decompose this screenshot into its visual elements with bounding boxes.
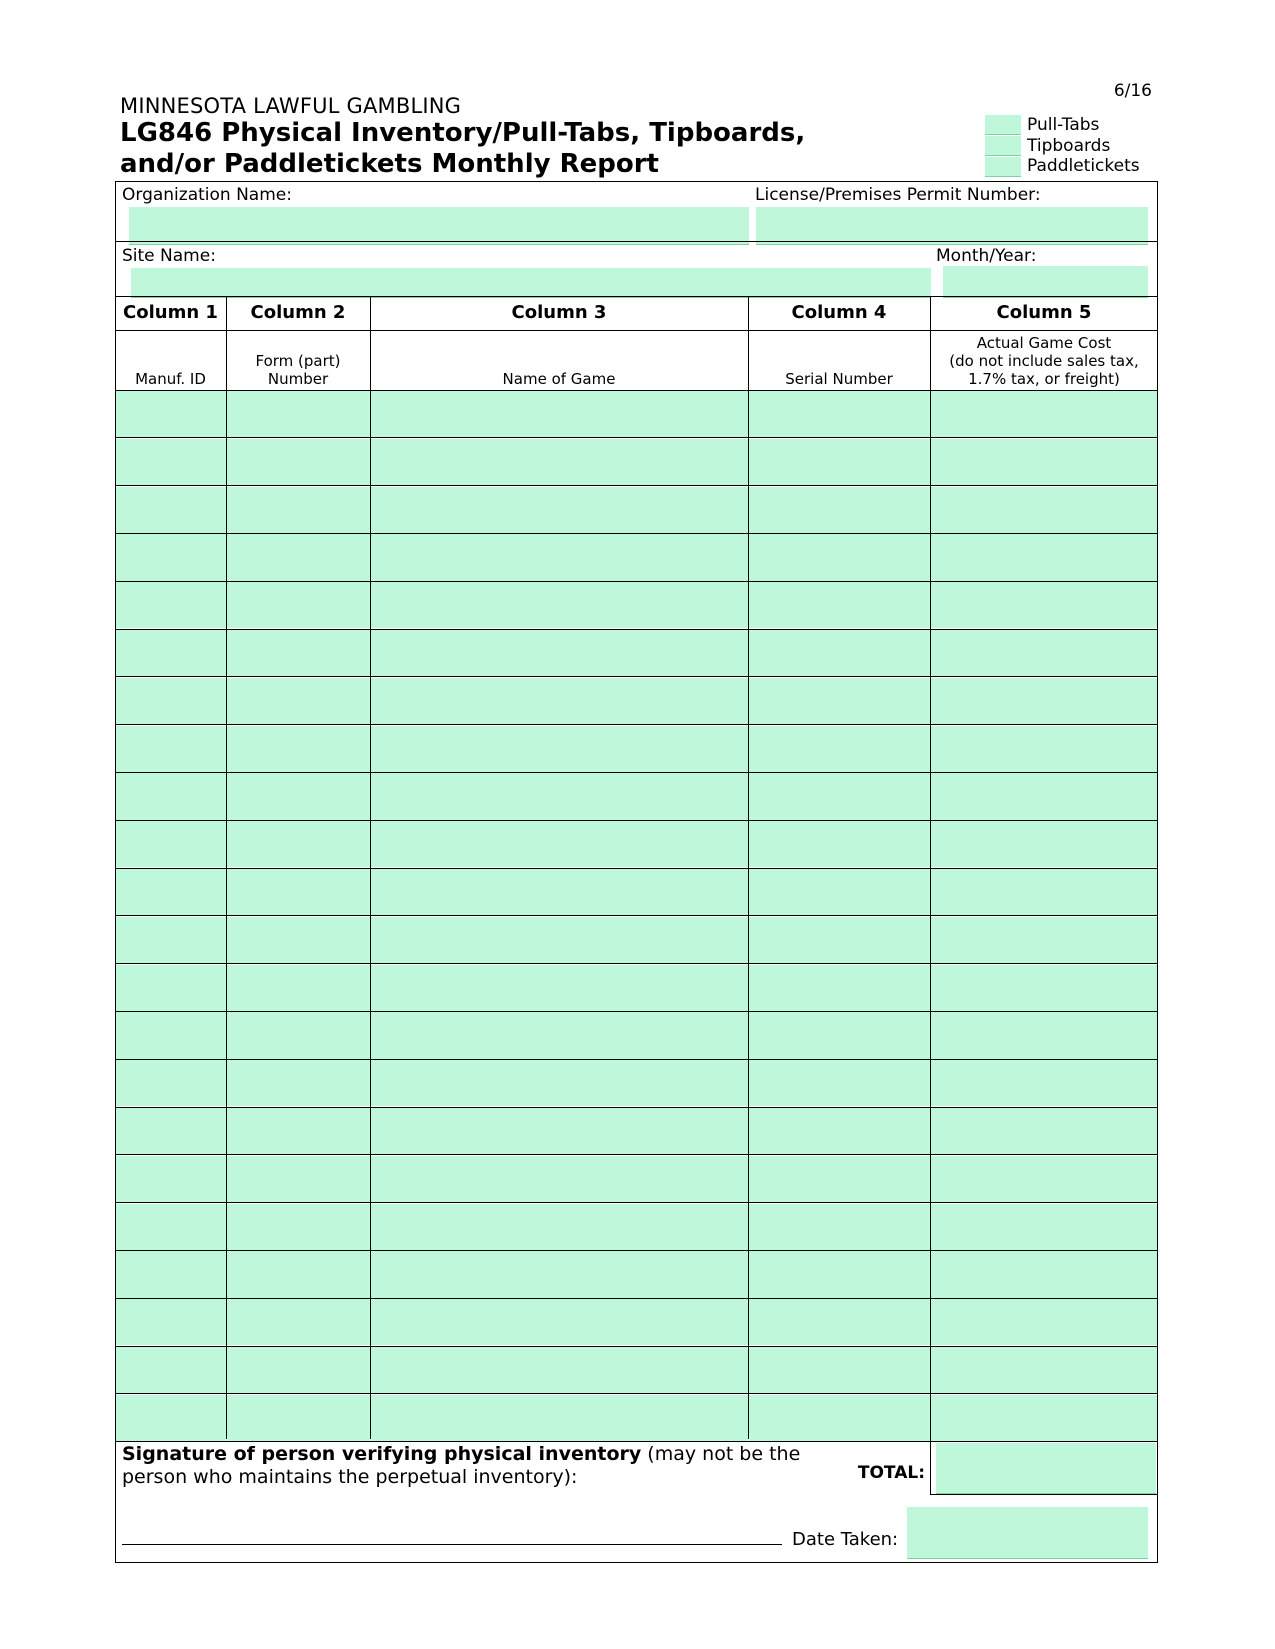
pull-tabs-checkbox[interactable]	[985, 115, 1021, 135]
form-number-cell[interactable]	[227, 534, 370, 580]
form-title-line1: LG846 Physical Inventory/Pull-Tabs, Tipboards,	[120, 118, 806, 148]
signature-instructions-bold: Signature of person verifying physical inventory	[122, 1443, 642, 1465]
divider	[115, 330, 1158, 331]
serial-number-cell[interactable]	[749, 439, 930, 485]
game-name-cell[interactable]	[371, 726, 748, 772]
game-cost-cell[interactable]	[931, 726, 1157, 772]
game-name-cell[interactable]	[371, 1251, 748, 1297]
signature-instructions-rest: (may not be the person who maintains the perpetual inventory):	[122, 1443, 801, 1488]
manuf-id-cell[interactable]	[116, 487, 226, 533]
manuf-id-cell[interactable]	[116, 1108, 226, 1154]
form-number-cell[interactable]	[227, 1299, 370, 1345]
form-number-cell[interactable]	[227, 1012, 370, 1058]
form-number-cell[interactable]	[227, 821, 370, 867]
column-5-description: Actual Game Cost (do not include sales tax, 1.7% tax, or freight)	[949, 334, 1139, 388]
serial-number-cell[interactable]	[749, 391, 930, 437]
form-number-cell[interactable]	[227, 1347, 370, 1393]
serial-number-cell[interactable]	[749, 917, 930, 963]
manuf-id-cell[interactable]	[116, 1060, 226, 1106]
form-number-cell[interactable]	[227, 1060, 370, 1106]
form-number-cell[interactable]	[227, 1156, 370, 1202]
game-name-cell[interactable]	[371, 1299, 748, 1345]
game-name-cell[interactable]	[371, 1012, 748, 1058]
serial-number-cell[interactable]	[749, 1012, 930, 1058]
divider	[115, 296, 1158, 297]
serial-number-cell[interactable]	[749, 582, 930, 628]
manuf-id-cell[interactable]	[116, 391, 226, 437]
serial-number-cell[interactable]	[749, 1299, 930, 1345]
game-cost-cell[interactable]	[931, 487, 1157, 533]
column-divider	[370, 296, 371, 1439]
game-name-cell[interactable]	[371, 487, 748, 533]
column-divider	[748, 296, 749, 1439]
license-number-field[interactable]	[756, 207, 1148, 245]
game-cost-cell[interactable]	[931, 630, 1157, 676]
form-number-cell[interactable]	[227, 487, 370, 533]
manuf-id-cell[interactable]	[116, 965, 226, 1011]
serial-number-cell[interactable]	[749, 1156, 930, 1202]
agency-header: MINNESOTA LAWFUL GAMBLING	[120, 94, 462, 118]
serial-number-cell[interactable]	[749, 534, 930, 580]
serial-number-cell[interactable]	[749, 1395, 930, 1441]
game-cost-cell[interactable]	[931, 869, 1157, 915]
form-number-cell[interactable]	[227, 1251, 370, 1297]
game-name-cell[interactable]	[371, 917, 748, 963]
signature-line[interactable]	[122, 1544, 782, 1545]
manuf-id-cell[interactable]	[116, 1204, 226, 1250]
manuf-id-cell[interactable]	[116, 869, 226, 915]
site-name-field[interactable]	[131, 268, 931, 298]
serial-number-cell[interactable]	[749, 1060, 930, 1106]
game-cost-cell[interactable]	[931, 1204, 1157, 1250]
form-number-cell[interactable]	[227, 1204, 370, 1250]
game-cost-cell[interactable]	[931, 1395, 1157, 1441]
game-cost-cell[interactable]	[931, 821, 1157, 867]
manuf-id-cell[interactable]	[116, 917, 226, 963]
column-1-description: Manuf. ID	[135, 370, 206, 388]
game-cost-cell[interactable]	[931, 965, 1157, 1011]
column-divider	[226, 296, 227, 1439]
manuf-id-cell[interactable]	[116, 1156, 226, 1202]
column-3-heading: Column 3	[511, 302, 607, 323]
form-title	[120, 118, 880, 180]
serial-number-cell[interactable]	[749, 678, 930, 724]
manuf-id-cell[interactable]	[116, 726, 226, 772]
total-label: TOTAL:	[857, 1463, 925, 1483]
form-number-cell[interactable]	[227, 917, 370, 963]
license-number-label: License/Premises Permit Number:	[755, 185, 1041, 205]
manuf-id-cell[interactable]	[116, 1347, 226, 1393]
serial-number-cell[interactable]	[749, 773, 930, 819]
month-year-label: Month/Year:	[936, 246, 1037, 266]
game-cost-cell[interactable]	[931, 582, 1157, 628]
serial-number-cell[interactable]	[749, 1204, 930, 1250]
date-taken-label: Date Taken:	[792, 1529, 899, 1550]
form-number-cell[interactable]	[227, 869, 370, 915]
form-revision: 6/16	[1113, 81, 1152, 101]
paddletickets-checkbox[interactable]	[985, 157, 1021, 177]
paddletickets-label: Paddletickets	[1027, 156, 1140, 176]
manuf-id-cell[interactable]	[116, 582, 226, 628]
total-field[interactable]	[936, 1443, 1156, 1494]
form-number-cell[interactable]	[227, 726, 370, 772]
manuf-id-cell[interactable]	[116, 630, 226, 676]
serial-number-cell[interactable]	[749, 869, 930, 915]
game-name-cell[interactable]	[371, 821, 748, 867]
game-name-cell[interactable]	[371, 1060, 748, 1106]
manuf-id-cell[interactable]	[116, 1299, 226, 1345]
form-number-cell[interactable]	[227, 773, 370, 819]
game-name-cell[interactable]	[371, 1108, 748, 1154]
column-2-heading: Column 2	[250, 302, 346, 323]
row-divider	[115, 1441, 1158, 1442]
tipboards-label: Tipboards	[1027, 136, 1111, 156]
game-name-cell[interactable]	[371, 965, 748, 1011]
game-cost-cell[interactable]	[931, 1060, 1157, 1106]
form-title-line2: and/or Paddletickets Monthly Report	[120, 149, 659, 179]
signature-instructions	[122, 1443, 822, 1489]
column-4-heading: Column 4	[791, 302, 887, 323]
game-cost-cell[interactable]	[931, 1347, 1157, 1393]
serial-number-cell[interactable]	[749, 821, 930, 867]
column-5-heading: Column 5	[996, 302, 1092, 323]
serial-number-cell[interactable]	[749, 726, 930, 772]
serial-number-cell[interactable]	[749, 965, 930, 1011]
manuf-id-cell[interactable]	[116, 534, 226, 580]
game-cost-cell[interactable]	[931, 439, 1157, 485]
game-name-cell[interactable]	[371, 678, 748, 724]
game-name-cell[interactable]	[371, 582, 748, 628]
divider	[115, 241, 1158, 242]
game-name-cell[interactable]	[371, 1395, 748, 1441]
column-divider	[930, 296, 931, 1494]
pull-tabs-label: Pull-Tabs	[1027, 115, 1100, 135]
game-name-cell[interactable]	[371, 630, 748, 676]
manuf-id-cell[interactable]	[116, 773, 226, 819]
game-name-cell[interactable]	[371, 1347, 748, 1393]
organization-name-field[interactable]	[129, 207, 749, 245]
game-name-cell[interactable]	[371, 869, 748, 915]
game-cost-cell[interactable]	[931, 1299, 1157, 1345]
tipboards-checkbox[interactable]	[985, 136, 1021, 156]
form-number-cell[interactable]	[227, 582, 370, 628]
divider	[930, 1494, 1158, 1495]
column-1-heading: Column 1	[123, 302, 218, 323]
month-year-field[interactable]	[943, 266, 1148, 298]
form-number-cell[interactable]	[227, 678, 370, 724]
column-3-description: Name of Game	[502, 370, 616, 388]
game-cost-cell[interactable]	[931, 1108, 1157, 1154]
form-number-cell[interactable]	[227, 630, 370, 676]
game-cost-cell[interactable]	[931, 391, 1157, 437]
column-2-description: Form (part) Number	[255, 352, 341, 388]
form-number-cell[interactable]	[227, 1395, 370, 1441]
serial-number-cell[interactable]	[749, 487, 930, 533]
game-cost-cell[interactable]	[931, 917, 1157, 963]
game-name-cell[interactable]	[371, 1156, 748, 1202]
serial-number-cell[interactable]	[749, 630, 930, 676]
game-cost-cell[interactable]	[931, 534, 1157, 580]
game-name-cell[interactable]	[371, 439, 748, 485]
game-name-cell[interactable]	[371, 391, 748, 437]
manuf-id-cell[interactable]	[116, 439, 226, 485]
game-name-cell[interactable]	[371, 1204, 748, 1250]
site-name-label: Site Name:	[122, 246, 216, 266]
game-name-cell[interactable]	[371, 773, 748, 819]
game-cost-cell[interactable]	[931, 678, 1157, 724]
form-number-cell[interactable]	[227, 965, 370, 1011]
organization-name-label: Organization Name:	[122, 185, 292, 205]
manuf-id-cell[interactable]	[116, 1012, 226, 1058]
form-number-cell[interactable]	[227, 1108, 370, 1154]
serial-number-cell[interactable]	[749, 1347, 930, 1393]
form-number-cell[interactable]	[227, 439, 370, 485]
game-cost-cell[interactable]	[931, 1251, 1157, 1297]
manuf-id-cell[interactable]	[116, 1251, 226, 1297]
game-cost-cell[interactable]	[931, 1156, 1157, 1202]
serial-number-cell[interactable]	[749, 1251, 930, 1297]
game-name-cell[interactable]	[371, 534, 748, 580]
form-number-cell[interactable]	[227, 391, 370, 437]
date-taken-field[interactable]	[907, 1507, 1148, 1559]
game-cost-cell[interactable]	[931, 1012, 1157, 1058]
game-cost-cell[interactable]	[931, 773, 1157, 819]
manuf-id-cell[interactable]	[116, 678, 226, 724]
column-4-description: Serial Number	[785, 370, 893, 388]
serial-number-cell[interactable]	[749, 1108, 930, 1154]
manuf-id-cell[interactable]	[116, 821, 226, 867]
manuf-id-cell[interactable]	[116, 1395, 226, 1441]
